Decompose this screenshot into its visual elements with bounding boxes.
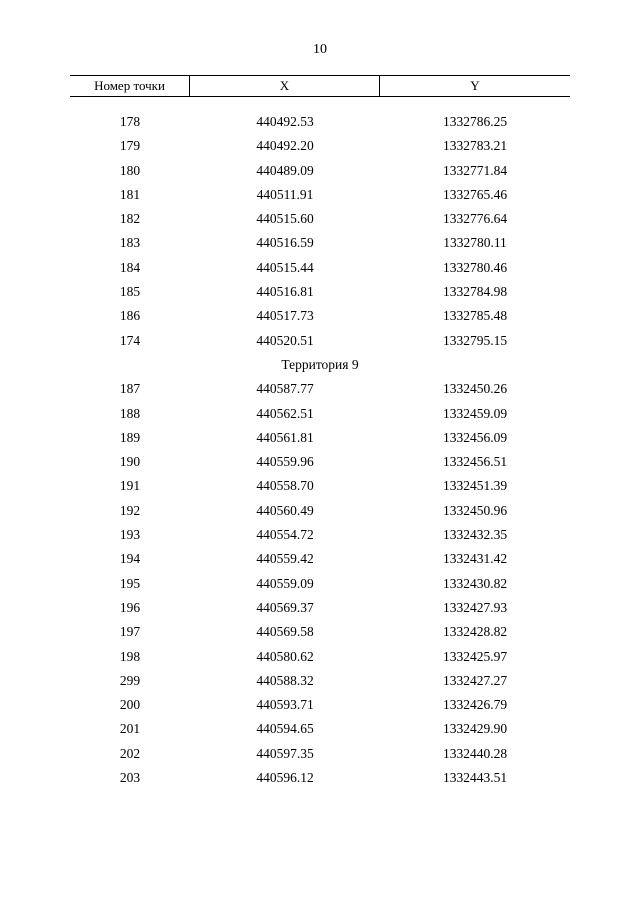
cell-point-number: 299 [119, 672, 141, 688]
cell-x: 440588.32 [256, 672, 314, 688]
cell-point-number: 198 [119, 648, 141, 664]
cell-y: 1332432.35 [442, 527, 508, 543]
cell-point-number: 180 [119, 162, 141, 178]
cell-point-number: 193 [119, 527, 141, 543]
cell-y: 1332450.26 [442, 381, 508, 397]
cell-x: 440558.70 [256, 478, 314, 494]
table-row [70, 183, 570, 207]
cell-point-number: 200 [119, 697, 141, 713]
cell-x: 440516.59 [256, 235, 314, 251]
cell-x: 440489.09 [256, 162, 314, 178]
cell-y: 1332771.84 [442, 162, 508, 178]
cell-point-number: 195 [119, 575, 141, 591]
cell-x: 440560.49 [256, 502, 314, 518]
cell-x: 440596.12 [256, 770, 314, 786]
cell-y: 1332428.82 [442, 624, 508, 640]
cell-point-number: 191 [119, 478, 141, 494]
header-point-number: Номер точки [70, 76, 190, 96]
cell-y: 1332776.64 [442, 211, 508, 227]
cell-y: 1332427.27 [442, 672, 508, 688]
table-row [70, 523, 570, 547]
cell-point-number: 179 [119, 138, 141, 154]
cell-point-number: 187 [119, 381, 141, 397]
cell-point-number: 183 [119, 235, 141, 251]
table-row [70, 547, 570, 571]
cell-y: 1332429.90 [442, 721, 508, 737]
section-title: Территория 9 [281, 356, 359, 372]
cell-x: 440559.96 [256, 454, 314, 470]
cell-x: 440554.72 [256, 527, 314, 543]
cell-y: 1332784.98 [442, 284, 508, 300]
cell-point-number: 194 [119, 551, 141, 567]
cell-point-number: 196 [119, 599, 141, 615]
cell-y: 1332427.93 [442, 599, 508, 615]
cell-point-number: 185 [119, 284, 141, 300]
table-row [70, 256, 570, 280]
cell-x: 440559.09 [256, 575, 314, 591]
table-row [70, 572, 570, 596]
cell-y: 1332765.46 [442, 186, 508, 202]
cell-y: 1332456.51 [442, 454, 508, 470]
cell-x: 440520.51 [256, 332, 314, 348]
table-row [70, 693, 570, 717]
cell-y: 1332459.09 [442, 405, 508, 421]
cell-x: 440516.81 [256, 284, 314, 300]
coordinates-table-body [70, 110, 570, 790]
cell-point-number: 197 [119, 624, 141, 640]
cell-x: 440562.51 [256, 405, 314, 421]
cell-y: 1332440.28 [442, 745, 508, 761]
table-row [70, 717, 570, 741]
cell-y: 1332426.79 [442, 697, 508, 713]
cell-x: 440569.37 [256, 599, 314, 615]
table-header [70, 75, 570, 97]
cell-point-number: 184 [119, 259, 141, 275]
cell-point-number: 190 [119, 454, 141, 470]
cell-x: 440597.35 [256, 745, 314, 761]
cell-x: 440587.77 [256, 381, 314, 397]
page-number: 10 [313, 42, 327, 57]
cell-x: 440511.91 [256, 186, 314, 202]
cell-y: 1332430.82 [442, 575, 508, 591]
table-row [70, 329, 570, 353]
table-row [70, 377, 570, 401]
table-row [70, 450, 570, 474]
cell-point-number: 188 [119, 405, 141, 421]
table-row [70, 207, 570, 231]
cell-y: 1332785.48 [442, 308, 508, 324]
table-row [70, 669, 570, 693]
table-row [70, 474, 570, 498]
table-row [70, 742, 570, 766]
cell-y: 1332795.15 [442, 332, 508, 348]
cell-point-number: 192 [119, 502, 141, 518]
table-row [70, 231, 570, 255]
table-row [70, 134, 570, 158]
cell-point-number: 202 [119, 745, 141, 761]
table-row [70, 110, 570, 134]
table-row [70, 620, 570, 644]
table-row [70, 426, 570, 450]
cell-x: 440492.53 [256, 114, 314, 129]
table-row [70, 499, 570, 523]
cell-x: 440492.20 [256, 138, 314, 154]
cell-x: 440594.65 [256, 721, 314, 737]
table-row [70, 304, 570, 328]
cell-y: 1332780.11 [443, 235, 507, 251]
cell-y: 1332456.09 [442, 429, 508, 445]
cell-point-number: 203 [119, 770, 141, 786]
cell-point-number: 201 [119, 721, 141, 737]
table-row [70, 766, 570, 790]
table-row [70, 402, 570, 426]
cell-point-number: 181 [119, 186, 141, 202]
cell-y: 1332786.25 [442, 114, 508, 129]
table-row [70, 159, 570, 183]
table-row [70, 280, 570, 304]
cell-y: 1332783.21 [442, 138, 508, 154]
cell-x: 440559.42 [256, 551, 314, 567]
cell-point-number: 189 [119, 429, 141, 445]
cell-x: 440561.81 [256, 429, 314, 445]
table-row [70, 596, 570, 620]
cell-point-number: 178 [119, 114, 141, 129]
cell-y: 1332443.51 [442, 770, 508, 786]
cell-x: 440515.44 [256, 259, 314, 275]
cell-x: 440580.62 [256, 648, 314, 664]
cell-x: 440593.71 [256, 697, 314, 713]
cell-y: 1332425.97 [442, 648, 508, 664]
table-row [70, 645, 570, 669]
header-y: Y [470, 78, 480, 93]
header-x: X [190, 76, 380, 96]
cell-y: 1332780.46 [442, 259, 508, 275]
cell-point-number: 186 [119, 308, 141, 324]
cell-y: 1332451.39 [442, 478, 508, 494]
cell-x: 440515.60 [256, 211, 314, 227]
cell-y: 1332431.42 [442, 551, 508, 567]
cell-x: 440517.73 [256, 308, 314, 324]
cell-x: 440569.58 [256, 624, 314, 640]
cell-y: 1332450.96 [442, 502, 508, 518]
cell-point-number: 182 [119, 211, 141, 227]
cell-point-number: 174 [119, 332, 141, 348]
